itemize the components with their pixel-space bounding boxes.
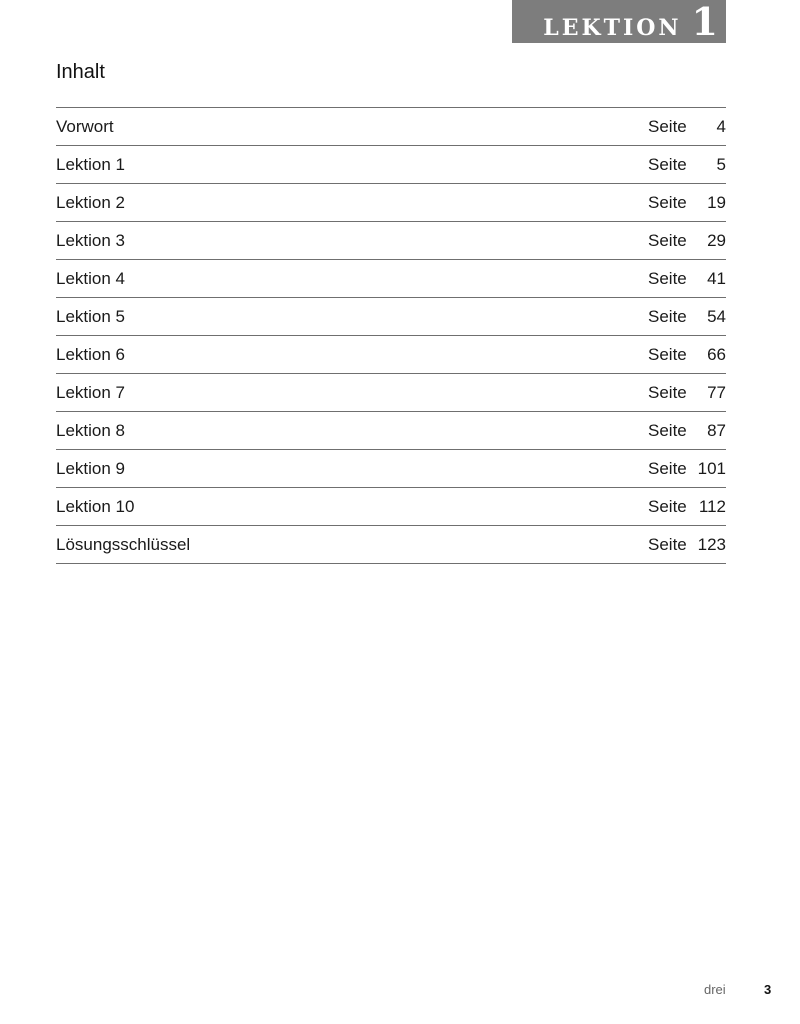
toc-entry-page	[648, 459, 726, 479]
toc-entry-title: Lektion 10	[56, 496, 135, 516]
toc-entry-page	[648, 535, 726, 555]
toc-page-label: Seite	[648, 534, 687, 554]
lesson-number: 1	[691, 0, 718, 44]
toc-entry-title: Lektion 9	[56, 458, 125, 478]
toc-row-lektion-1	[56, 146, 726, 184]
toc-entry-page	[648, 307, 726, 327]
toc-entry-title: Lektion 2	[56, 192, 125, 212]
toc-entry-title: Lektion 3	[56, 230, 125, 250]
toc-page-number: 87	[707, 420, 726, 440]
toc-row-lektion-2	[56, 184, 726, 222]
toc-row-vorwort	[56, 108, 726, 146]
toc-page-label: Seite	[648, 344, 687, 364]
toc-page-number: 19	[707, 192, 726, 212]
toc-entry-page	[648, 497, 726, 517]
toc-row-lektion-6	[56, 336, 726, 374]
toc-entry-page	[648, 155, 726, 175]
toc-page-label: Seite	[648, 192, 687, 212]
toc-page-label: Seite	[648, 458, 687, 478]
toc-entry-page	[648, 231, 726, 251]
toc-page-number: 29	[707, 230, 726, 250]
toc-page-number: 112	[698, 496, 726, 516]
toc-row-lektion-9	[56, 450, 726, 488]
toc-page-number: 77	[707, 382, 726, 402]
toc-row-lektion-8	[56, 412, 726, 450]
toc-entry-title: Vorwort	[56, 116, 114, 136]
toc-entry-page	[648, 421, 726, 441]
toc-entry-title: Lektion 4	[56, 268, 125, 288]
toc-entry-title: Lektion 6	[56, 344, 125, 364]
toc-page-label: Seite	[648, 306, 687, 326]
toc-entry-page	[648, 269, 726, 289]
toc-page-number: 5	[716, 154, 726, 174]
footer-page-number: 3	[764, 982, 772, 997]
table-of-contents	[56, 107, 726, 564]
toc-page-label: Seite	[648, 382, 687, 402]
lesson-banner	[512, 0, 726, 43]
toc-page-number: 54	[707, 306, 726, 326]
toc-page-number: 41	[707, 268, 726, 288]
toc-entry-title: Lektion 8	[56, 420, 125, 440]
toc-row-lektion-3	[56, 222, 726, 260]
toc-page-label: Seite	[648, 116, 687, 136]
toc-page-label: Seite	[648, 496, 687, 516]
toc-row-loesungsschluessel	[56, 526, 726, 564]
toc-row-lektion-10	[56, 488, 726, 526]
lesson-label: LEKTION	[543, 15, 682, 41]
toc-row-lektion-7	[56, 374, 726, 412]
toc-page-label: Seite	[648, 230, 687, 250]
toc-page-number: 101	[697, 458, 726, 478]
toc-row-lektion-5	[56, 298, 726, 336]
toc-page-label: Seite	[648, 154, 687, 174]
toc-entry-title: Lektion 5	[56, 306, 125, 326]
toc-page-number: 4	[716, 116, 726, 136]
toc-entry-page	[648, 193, 726, 213]
toc-entry-page	[648, 117, 726, 137]
toc-entry-title: Lektion 7	[56, 382, 125, 402]
toc-page-label: Seite	[648, 420, 687, 440]
toc-page-number: 66	[707, 344, 726, 364]
toc-entry-page	[648, 383, 726, 403]
footer-page-word: drei	[704, 982, 726, 997]
section-title: Inhalt	[56, 61, 105, 83]
toc-entry-page	[648, 345, 726, 365]
toc-row-lektion-4	[56, 260, 726, 298]
toc-page-number: 123	[697, 534, 726, 554]
toc-entry-title: Lektion 1	[56, 154, 125, 174]
toc-page-label: Seite	[648, 268, 687, 288]
toc-entry-title: Lösungsschlüssel	[56, 534, 191, 554]
